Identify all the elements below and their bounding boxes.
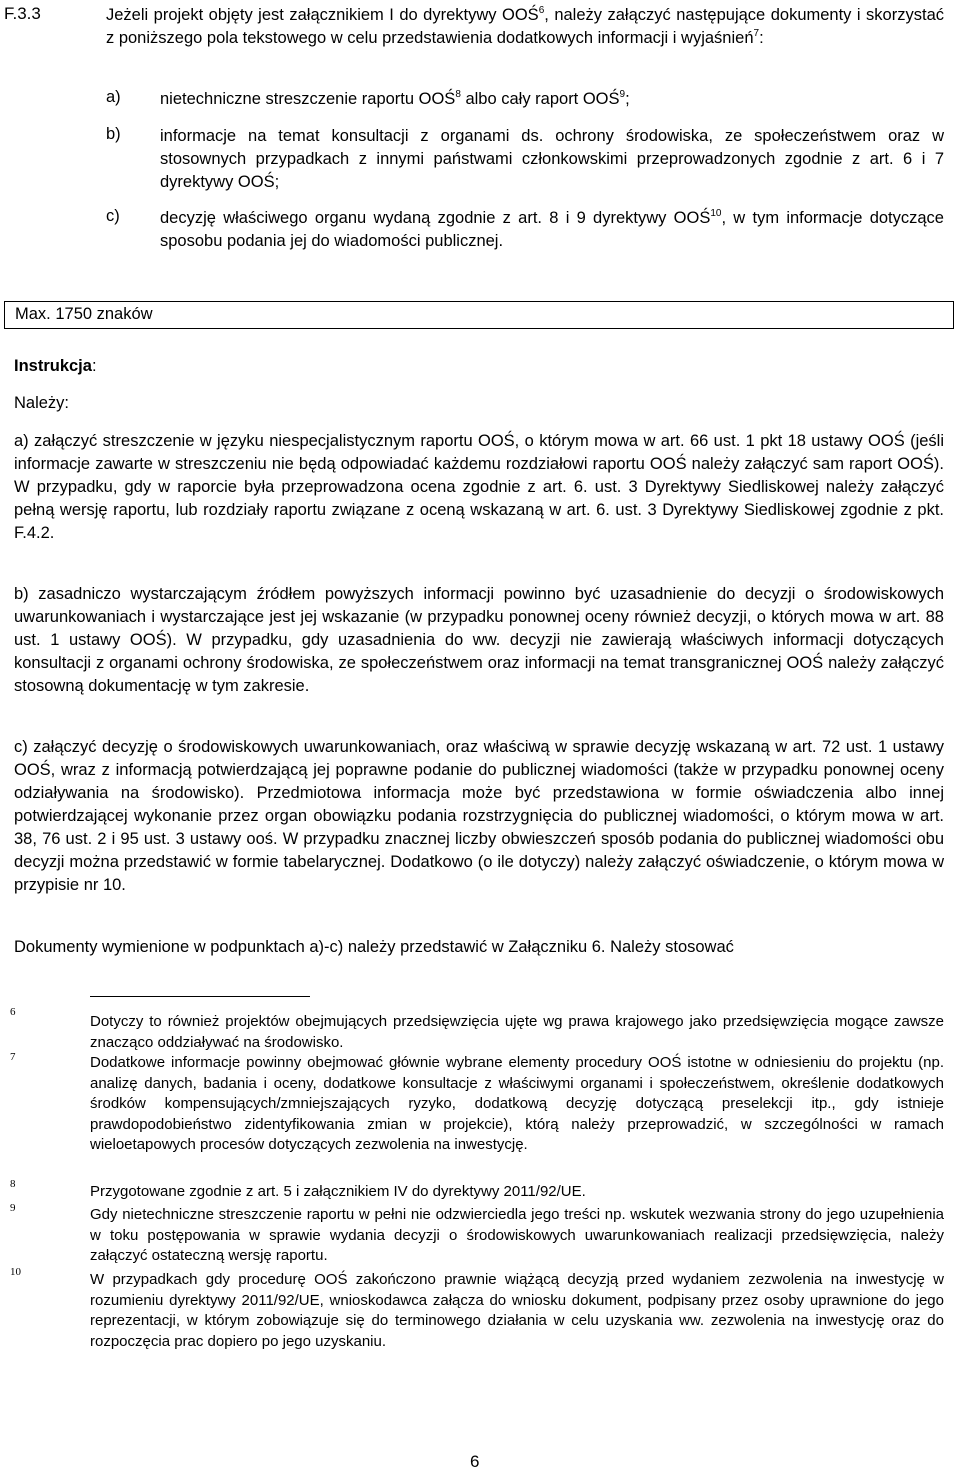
page-number: 6 bbox=[470, 1452, 480, 1471]
list-item-text: nietechniczne streszczenie raportu OOŚ$^8$ albo cały raport OOŚ$^9$; bbox=[160, 89, 630, 108]
list-item-text: decyzję właściwego organu wydaną zgodnie z art. 8 i 9 dyrektywy OOŚ$^{10}$, w tym informacje dotyczące sposobu podania jej do wiadomości publicznej. bbox=[160, 208, 944, 250]
section-number: F.3.3 bbox=[4, 4, 41, 23]
list-item-text: informacje na temat konsultacji z organami ds. ochrony środowiska, ze społeczeństwem oraz w stosownych przypadkach z innymi państwami członkowskimi przeprowadzonych zgodnie z art. 6 i 7 dyrektywy OOŚ; bbox=[160, 127, 944, 191]
footnote-number: 6 bbox=[10, 1006, 16, 1018]
instructions-lead: Należy: bbox=[14, 394, 70, 412]
footnote-7-text: Dodatkowe informacje powinny obejmować głównie wybrane elementy procedury OOŚ istotne w odniesieniu do projektu (np. analizę danych, badania i oceny, dodatkowe konsultacje z właściwymi organami i społeczeństwem, określenie dodatkowych środków kompensujących/zmniejszających ryzyko, dodatkową decyzję dotyczącą preselekcji itp., gdy istnieje prawdopodobieństwo zidentyfikowania zmian w projekcie), którą należy przeprowadzić, w szczególności w ramach wieloetapowych procesów dotyczących zezwolenia na inwestycję. bbox=[90, 1054, 944, 1153]
footnote-ref-9[interactable]: 9 bbox=[619, 89, 626, 100]
footnote-number: 7 bbox=[10, 1051, 16, 1063]
instruction-paragraph-b: b) zasadniczo wystarczającym źródłem powyższych informacji powinno być uzasadnienie do decyzji o środowiskowych uwarunkowaniach i wystarczające jest jej wskazanie (w przypadku ponownej oceny również decyzji, o których mowa w art. 88 ust. 1 ustawy OOŚ). W przypadku, gdy uzasadnienia do ww. decyzji nie zawierają właściwych informacji dotyczących konsultacji z organami ochrony środowiska, ze społeczeństwem oraz informacji na temat transgranicznej OOŚ należy załączyć stosowną dokumentację w tym zakresie. bbox=[14, 585, 944, 695]
list-item-label: c) bbox=[106, 207, 120, 225]
instructions-heading: Instrukcja: bbox=[14, 357, 97, 375]
list-item-a bbox=[106, 88, 944, 111]
footnote-separator bbox=[90, 996, 310, 997]
footnote-8-text: Przygotowane zgodnie z art. 5 i załącznikiem IV do dyrektywy 2011/92/UE. bbox=[90, 1183, 586, 1200]
footnote-ref-8[interactable]: 8 bbox=[455, 89, 461, 100]
additional-info-textbox[interactable] bbox=[4, 301, 954, 329]
instruction-paragraph-c: c) załączyć decyzję o środowiskowych uwarunkowaniach, oraz właściwą w sprawie decyzję wskazaną w art. 72 ust. 1 ustawy OOŚ, wraz z informacją potwierdzającą jej poprawne podanie do publicznej wiadomości (także w przypadku ponownej oceny odziaływania na środowisko). Przedmiotowa informacja może być przedstawiona w formie oświadczenia albo innej potwierdzającej wykonanie przez organ obowiązku podania rozstrzygnięcia do publicznej wiadomości, o którym mowa w art. 38, 76 ust. 2 i 95 ust. 3 ustawy ooś. W przypadku znacznej liczby obwieszczeń sposób podania do publicznej wiadomości obu decyzji można przedstawić w formie tabelarycznej. Dodatkowo (o ile dotyczy) należy załączyć oświadczenie, o którym mowa w przypisie nr 10. bbox=[14, 738, 944, 894]
footnote-ref-7[interactable]: 7 bbox=[753, 28, 760, 39]
footnote-10-text: W przypadkach gdy procedurę OOŚ zakończono prawnie wiążącą decyzją przed wydaniem zezwolenia na inwestycję w rozumieniu dyrektywy 2011/92/UE, wnioskodawca załącza do wniosku dokument, podpisany przez osoby uprawnione do jego reprezentacji, w którym zobowiązuje się do terminowego działania w celu uzyskania ww. zezwolenia na inwestycję oraz do rozpoczęcia prac dopiero po jego uzyskaniu. bbox=[90, 1271, 944, 1350]
footnote-ref-10[interactable]: 10 bbox=[710, 208, 722, 219]
char-limit-label: Max. 1750 znaków bbox=[15, 305, 153, 323]
footnote-6-text: Dotyczy to również projektów obejmujących przedsięwzięcia ujęte wg prawa krajowego jako przedsięwzięcia mogące zawsze znacząco oddziaływać na środowisko. bbox=[90, 1013, 944, 1051]
section-intro: Jeżeli projekt objęty jest załącznikiem I do dyrektywy OOŚ$^6$, należy załączyć następujące dokumenty i skorzystać z poniższego pola tekstowego w celu przedstawienia dodatkowych informacji i wyjaśnień$^7$: bbox=[106, 5, 944, 47]
list-item-b bbox=[106, 125, 944, 194]
footnote-number: 10 bbox=[10, 1266, 21, 1278]
list-item-label: a) bbox=[106, 88, 121, 106]
instruction-paragraph-a: a) załączyć streszczenie w języku niespecjalistycznym raportu OOŚ, o którym mowa w art. 66 ust. 1 pkt 18 ustawy OOŚ (jeśli informacje zawarte w streszczeniu nie będą odpowiadać każdemu rozdziałowi raportu OOŚ należy załączyć sam raport OOŚ). W przypadku, gdy w raporcie była przeprowadzona ocena zgodnie z art. 6. ust. 3 Dyrektywy Siedliskowej należy załączyć pełną wersję raportu, lub rozdziały raportu związane z oceną wskazaną w art. 6. ust. 3 Dyrektywy Siedliskowej zgodnie z pkt. F.4.2. bbox=[14, 432, 944, 542]
footnote-number: 8 bbox=[10, 1178, 16, 1190]
instruction-paragraph-d: Dokumenty wymienione w podpunktach a)-c) należy przedstawić w Załączniku 6. Należy stosować bbox=[14, 938, 734, 956]
list-item-label: b) bbox=[106, 125, 121, 143]
footnote-number: 9 bbox=[10, 1202, 16, 1214]
footnote-ref-6[interactable]: 6 bbox=[538, 5, 545, 16]
footnote-9-text: Gdy nietechniczne streszczenie raportu w pełni nie odzwierciedla jego treści np. wskutek wezwania strony do jego uzupełnienia w toku postępowania w sprawie wydania decyzji o środowiskowych uwarunkowaniach realizacji przedsięwzięcia, należy załączyć ostateczną wersję raportu. bbox=[90, 1206, 944, 1264]
list-item-c bbox=[106, 207, 944, 253]
